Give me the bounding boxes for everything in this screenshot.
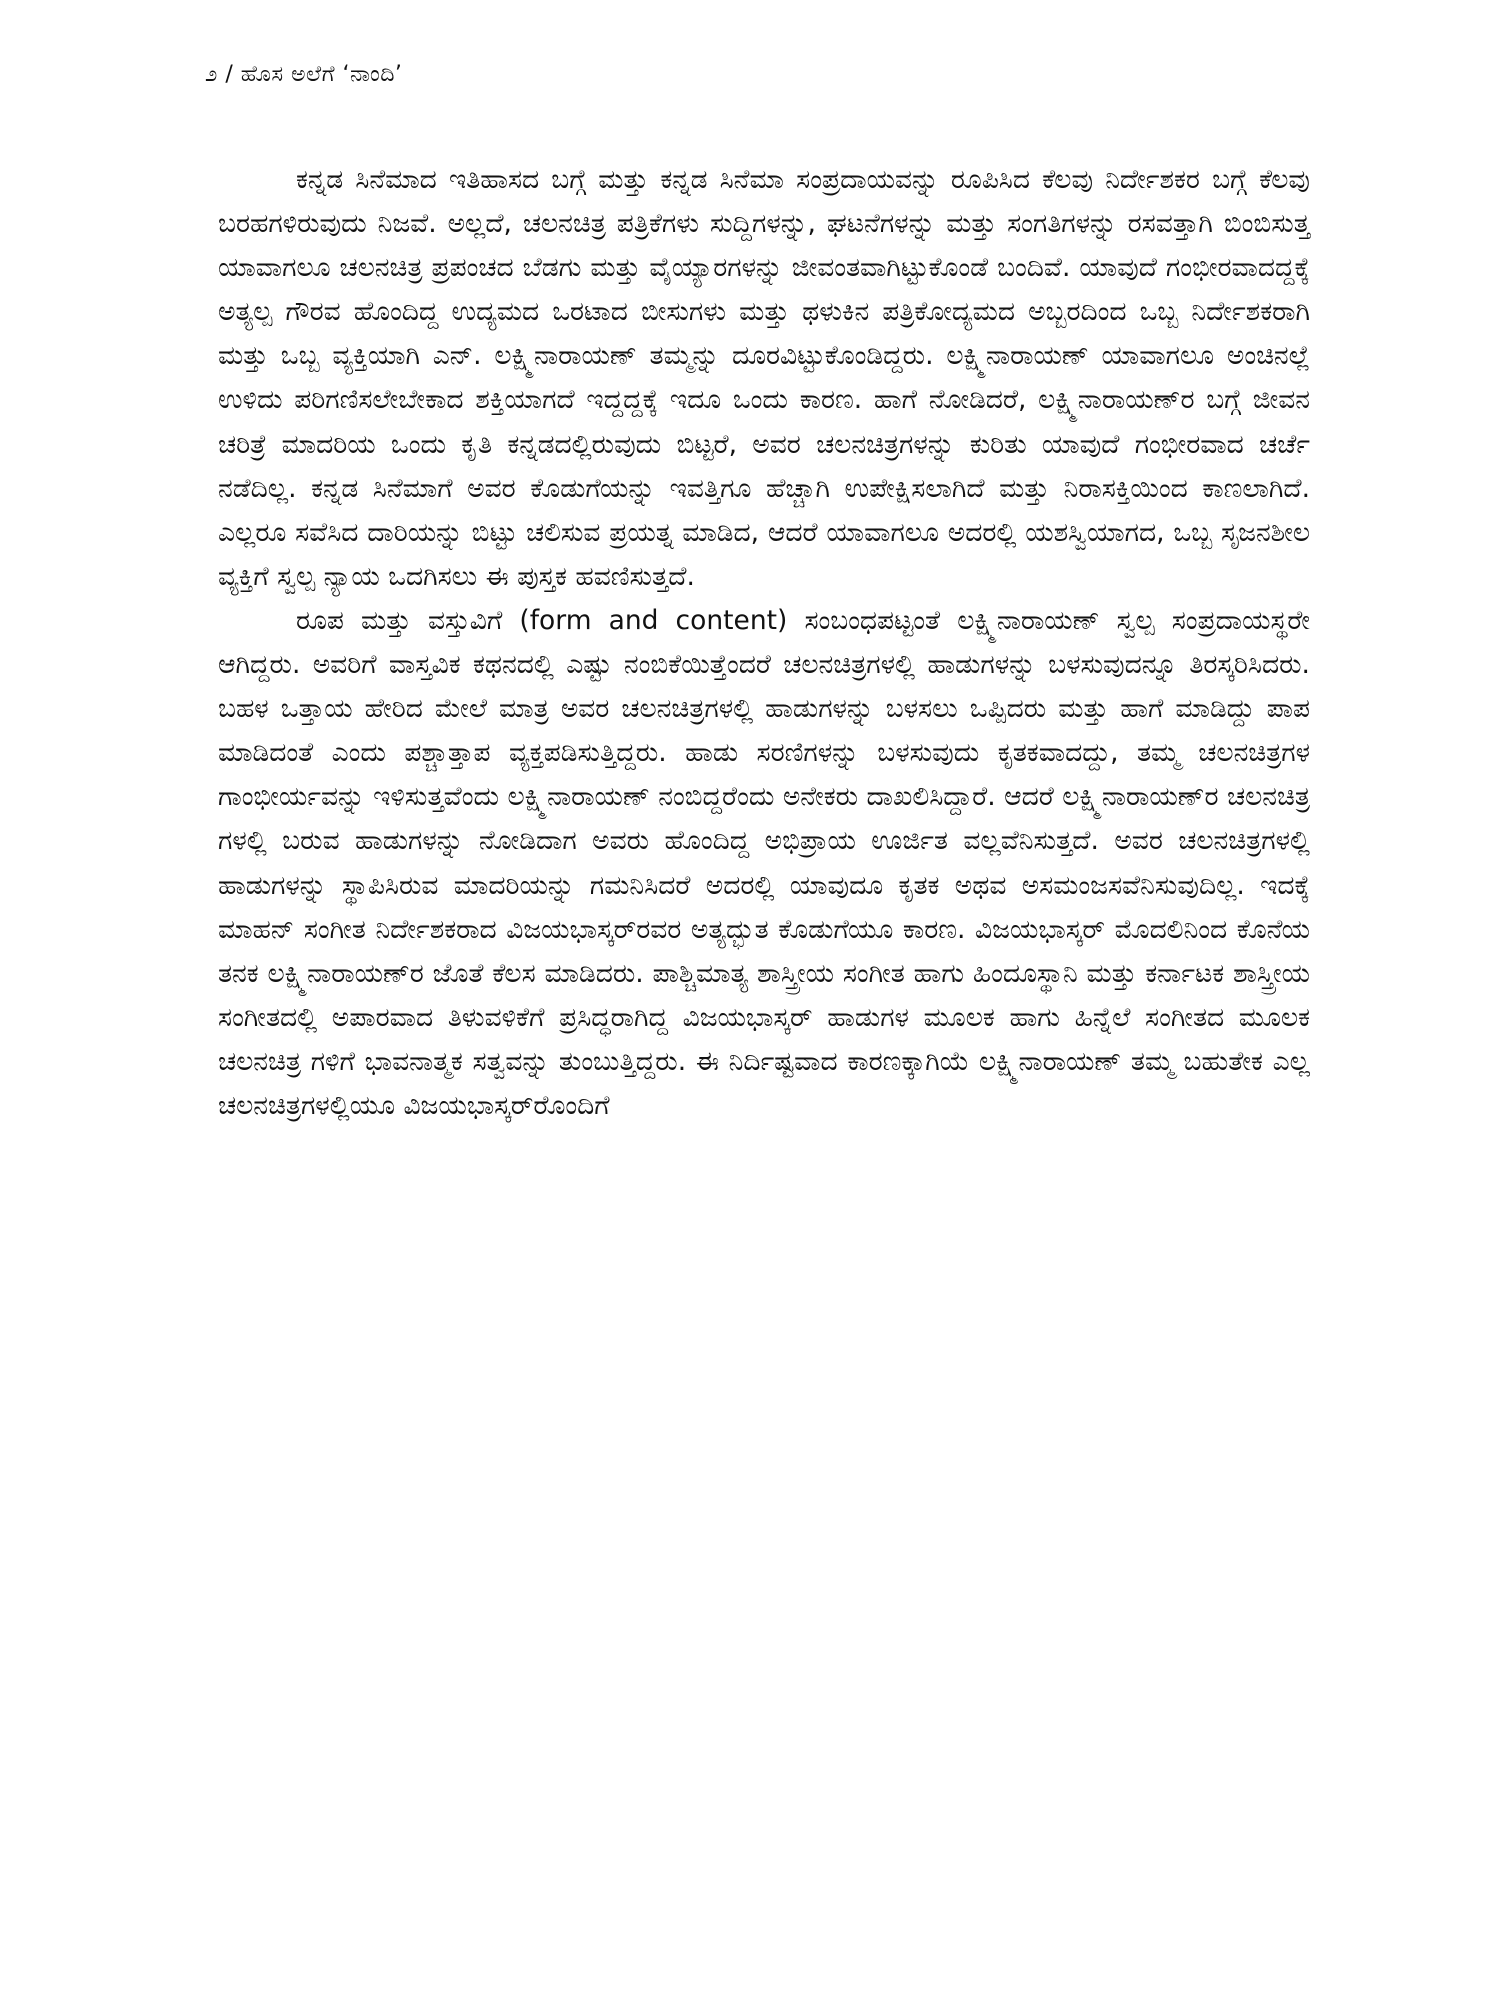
running-header: ೨ / ಹೊಸ ಅಲೆಗೆ ‘ನಾಂದಿ’: [205, 62, 403, 87]
paragraph-2: ರೂಪ ಮತ್ತು ವಸ್ತುವಿಗೆ (form and content) ಸಂಬಂಧಪಟ್ಟಂತೆ ಲಕ್ಷ್ಮಿನಾರಾಯಣ್ ಸ್ವಲ್ಪ ಸಂಪ್ರದಾಯಸ್ಥರೇ ಆಗಿದ್ದರು. ಅವರಿಗೆ ವಾಸ್ತವಿಕ ಕಥನದಲ್ಲಿ ಎಷ್ಟು ನಂಬಿಕೆಯಿತ್ತೆಂದರೆ ಚಲನಚಿತ್ರಗಳಲ್ಲಿ ಹಾಡುಗಳನ್ನು ಬಳಸುವುದನ್ನೂ ತಿರಸ್ಕರಿಸಿದರು. ಬಹಳ ಒತ್ತಾಯ ಹೇರಿದ ಮೇಲೆ ಮಾತ್ರ ಅವರ ಚಲನಚಿತ್ರಗಳಲ್ಲಿ ಹಾಡುಗಳನ್ನು ಬಳಸಲು ಒಪ್ಪಿದರು ಮತ್ತು ಹಾಗೆ ಮಾಡಿದ್ದು ಪಾಪ ಮಾಡಿದಂತೆ ಎಂದು ಪಶ್ಚಾತ್ತಾಪ ವ್ಯಕ್ತಪಡಿಸುತ್ತಿದ್ದರು. ಹಾಡು ಸರಣಿಗಳನ್ನು ಬಳಸುವುದು ಕೃತಕವಾದದ್ದು, ತಮ್ಮ ಚಲನಚಿತ್ರಗಳ ಗಾಂಭೀರ್ಯವನ್ನು ಇಳಿಸುತ್ತವೆಂದು ಲಕ್ಷ್ಮಿನಾರಾಯಣ್ ನಂಬಿದ್ದರೆಂದು ಅನೇಕರು ದಾಖಲಿಸಿದ್ದಾರೆ. ಆದರೆ ಲಕ್ಷ್ಮಿನಾರಾಯಣ್‌ರ ಚಲನಚಿತ್ರ ಗಳಲ್ಲಿ ಬರುವ ಹಾಡುಗಳನ್ನು ನೋಡಿದಾಗ ಅವರು ಹೊಂದಿದ್ದ ಅಭಿಪ್ರಾಯ ಊರ್ಜಿತ ವಲ್ಲವೆನಿಸುತ್ತದೆ. ಅವರ ಚಲನಚಿತ್ರಗಳಲ್ಲಿ ಹಾಡುಗಳನ್ನು ಸ್ಥಾಪಿಸಿರುವ ಮಾದರಿಯನ್ನು ಗಮನಿಸಿದರೆ ಅದರಲ್ಲಿ ಯಾವುದೂ ಕೃತಕ ಅಥವ ಅಸಮಂಜಸವೆನಿಸುವುದಿಲ್ಲ. ಇದಕ್ಕೆ ಮಾಹನ್ ಸಂಗೀತ ನಿರ್ದೇಶಕರಾದ ವಿಜಯಭಾಸ್ಕರ್‌ರವರ ಅತ್ಯದ್ಭುತ ಕೊಡುಗೆಯೂ ಕಾರಣ. ವಿಜಯಭಾಸ್ಕರ್ ಮೊದಲಿನಿಂದ ಕೊನೆಯ ತನಕ ಲಕ್ಷ್ಮಿನಾರಾಯಣ್‌ರ ಜೊತೆ ಕೆಲಸ ಮಾಡಿದರು. ಪಾಶ್ಚಿಮಾತ್ಯ ಶಾಸ್ತ್ರೀಯ ಸಂಗೀತ ಹಾಗು ಹಿಂದೂಸ್ಥಾನಿ ಮತ್ತು ಕರ್ನಾಟಕ ಶಾಸ್ತ್ರೀಯ ಸಂಗೀತದಲ್ಲಿ ಅಪಾರವಾದ ತಿಳುವಳಿಕೆಗೆ ಪ್ರಸಿದ್ಧರಾಗಿದ್ದ ವಿಜಯಭಾಸ್ಕರ್ ಹಾಡುಗಳ ಮೂಲಕ ಹಾಗು ಹಿನ್ನೆಲೆ ಸಂಗೀತದ ಮೂಲಕ ಚಲನಚಿತ್ರ ಗಳಿಗೆ ಭಾವನಾತ್ಮಕ ಸತ್ವವನ್ನು ತುಂಬುತ್ತಿದ್ದರು. ಈ ನಿರ್ದಿಷ್ಟವಾದ ಕಾರಣಕ್ಕಾಗಿಯೆ ಲಕ್ಷ್ಮಿನಾರಾಯಣ್ ತಮ್ಮ ಬಹುತೇಕ ಎಲ್ಲ ಚಲನಚಿತ್ರಗಳಲ್ಲಿಯೂ ವಿಜಯಭಾಸ್ಕರ್‌ರೊಂದಿಗೆ: [218, 604, 1310, 1121]
main-body-text: [218, 158, 1310, 1128]
paragraph-1: ಕನ್ನಡ ಸಿನೆಮಾದ ಇತಿಹಾಸದ ಬಗ್ಗೆ ಮತ್ತು ಕನ್ನಡ ಸಿನೆಮಾ ಸಂಪ್ರದಾಯವನ್ನು ರೂಪಿಸಿದ ಕೆಲವು ನಿರ್ದೇಶಕರ ಬಗ್ಗೆ ಕೆಲವು ಬರಹಗಳಿರುವುದು ನಿಜವೆ. ಅಲ್ಲದೆ, ಚಲನಚಿತ್ರ ಪತ್ರಿಕೆಗಳು ಸುದ್ದಿಗಳನ್ನು, ಘಟನೆಗಳನ್ನು ಮತ್ತು ಸಂಗತಿಗಳನ್ನು ರಸವತ್ತಾಗಿ ಬಿಂಬಿಸುತ್ತ ಯಾವಾಗಲೂ ಚಲನಚಿತ್ರ ಪ್ರಪಂಚದ ಬೆಡಗು ಮತ್ತು ವೈಯ್ಯಾರಗಳನ್ನು ಜೀವಂತವಾಗಿಟ್ಟುಕೊಂಡೆ ಬಂದಿವೆ. ಯಾವುದೆ ಗಂಭೀರವಾದದ್ದಕ್ಕೆ ಅತ್ಯಲ್ಪ ಗೌರವ ಹೊಂದಿದ್ದ ಉದ್ಯಮದ ಒರಟಾದ ಬೀಸುಗಳು ಮತ್ತು ಥಳುಕಿನ ಪತ್ರಿಕೋದ್ಯಮದ ಅಬ್ಬರದಿಂದ ಒಬ್ಬ ನಿರ್ದೇಶಕರಾಗಿ ಮತ್ತು ಒಬ್ಬ ವ್ಯಕ್ತಿಯಾಗಿ ಎನ್. ಲಕ್ಷ್ಮಿನಾರಾಯಣ್ ತಮ್ಮನ್ನು ದೂರವಿಟ್ಟುಕೊಂಡಿದ್ದರು. ಲಕ್ಷ್ಮಿನಾರಾಯಣ್ ಯಾವಾಗಲೂ ಅಂಚಿನಲ್ಲೆ ಉಳಿದು ಪರಿಗಣಿಸಲೇಬೇಕಾದ ಶಕ್ತಿಯಾಗದೆ ಇದ್ದದ್ದಕ್ಕೆ ಇದೂ ಒಂದು ಕಾರಣ. ಹಾಗೆ ನೋಡಿದರೆ, ಲಕ್ಷ್ಮಿನಾರಾಯಣ್‌ರ ಬಗ್ಗೆ ಜೀವನ ಚರಿತ್ರೆ ಮಾದರಿಯ ಒಂದು ಕೃತಿ ಕನ್ನಡದಲ್ಲಿರುವುದು ಬಿಟ್ಟರೆ, ಅವರ ಚಲನಚಿತ್ರಗಳನ್ನು ಕುರಿತು ಯಾವುದೆ ಗಂಭೀರವಾದ ಚರ್ಚೆ ನಡೆದಿಲ್ಲ. ಕನ್ನಡ ಸಿನೆಮಾಗೆ ಅವರ ಕೊಡುಗೆಯನ್ನು ಇವತ್ತಿಗೂ ಹೆಚ್ಚಾಗಿ ಉಪೇಕ್ಷಿಸಲಾಗಿದೆ ಮತ್ತು ನಿರಾಸಕ್ತಿಯಿಂದ ಕಾಣಲಾಗಿದೆ. ಎಲ್ಲರೂ ಸವೆಸಿದ ದಾರಿಯನ್ನು ಬಿಟ್ಟು ಚಲಿಸುವ ಪ್ರಯತ್ನ ಮಾಡಿದ, ಆದರೆ ಯಾವಾಗಲೂ ಅದರಲ್ಲಿ ಯಶಸ್ವಿಯಾಗದ, ಒಬ್ಬ ಸೃಜನಶೀಲ ವ್ಯಕ್ತಿಗೆ ಸ್ವಲ್ಪ ನ್ಯಾಯ ಒದಗಿಸಲು ಈ ಪುಸ್ತಕ ಹವಣಿಸುತ್ತದೆ.: [218, 164, 1310, 592]
